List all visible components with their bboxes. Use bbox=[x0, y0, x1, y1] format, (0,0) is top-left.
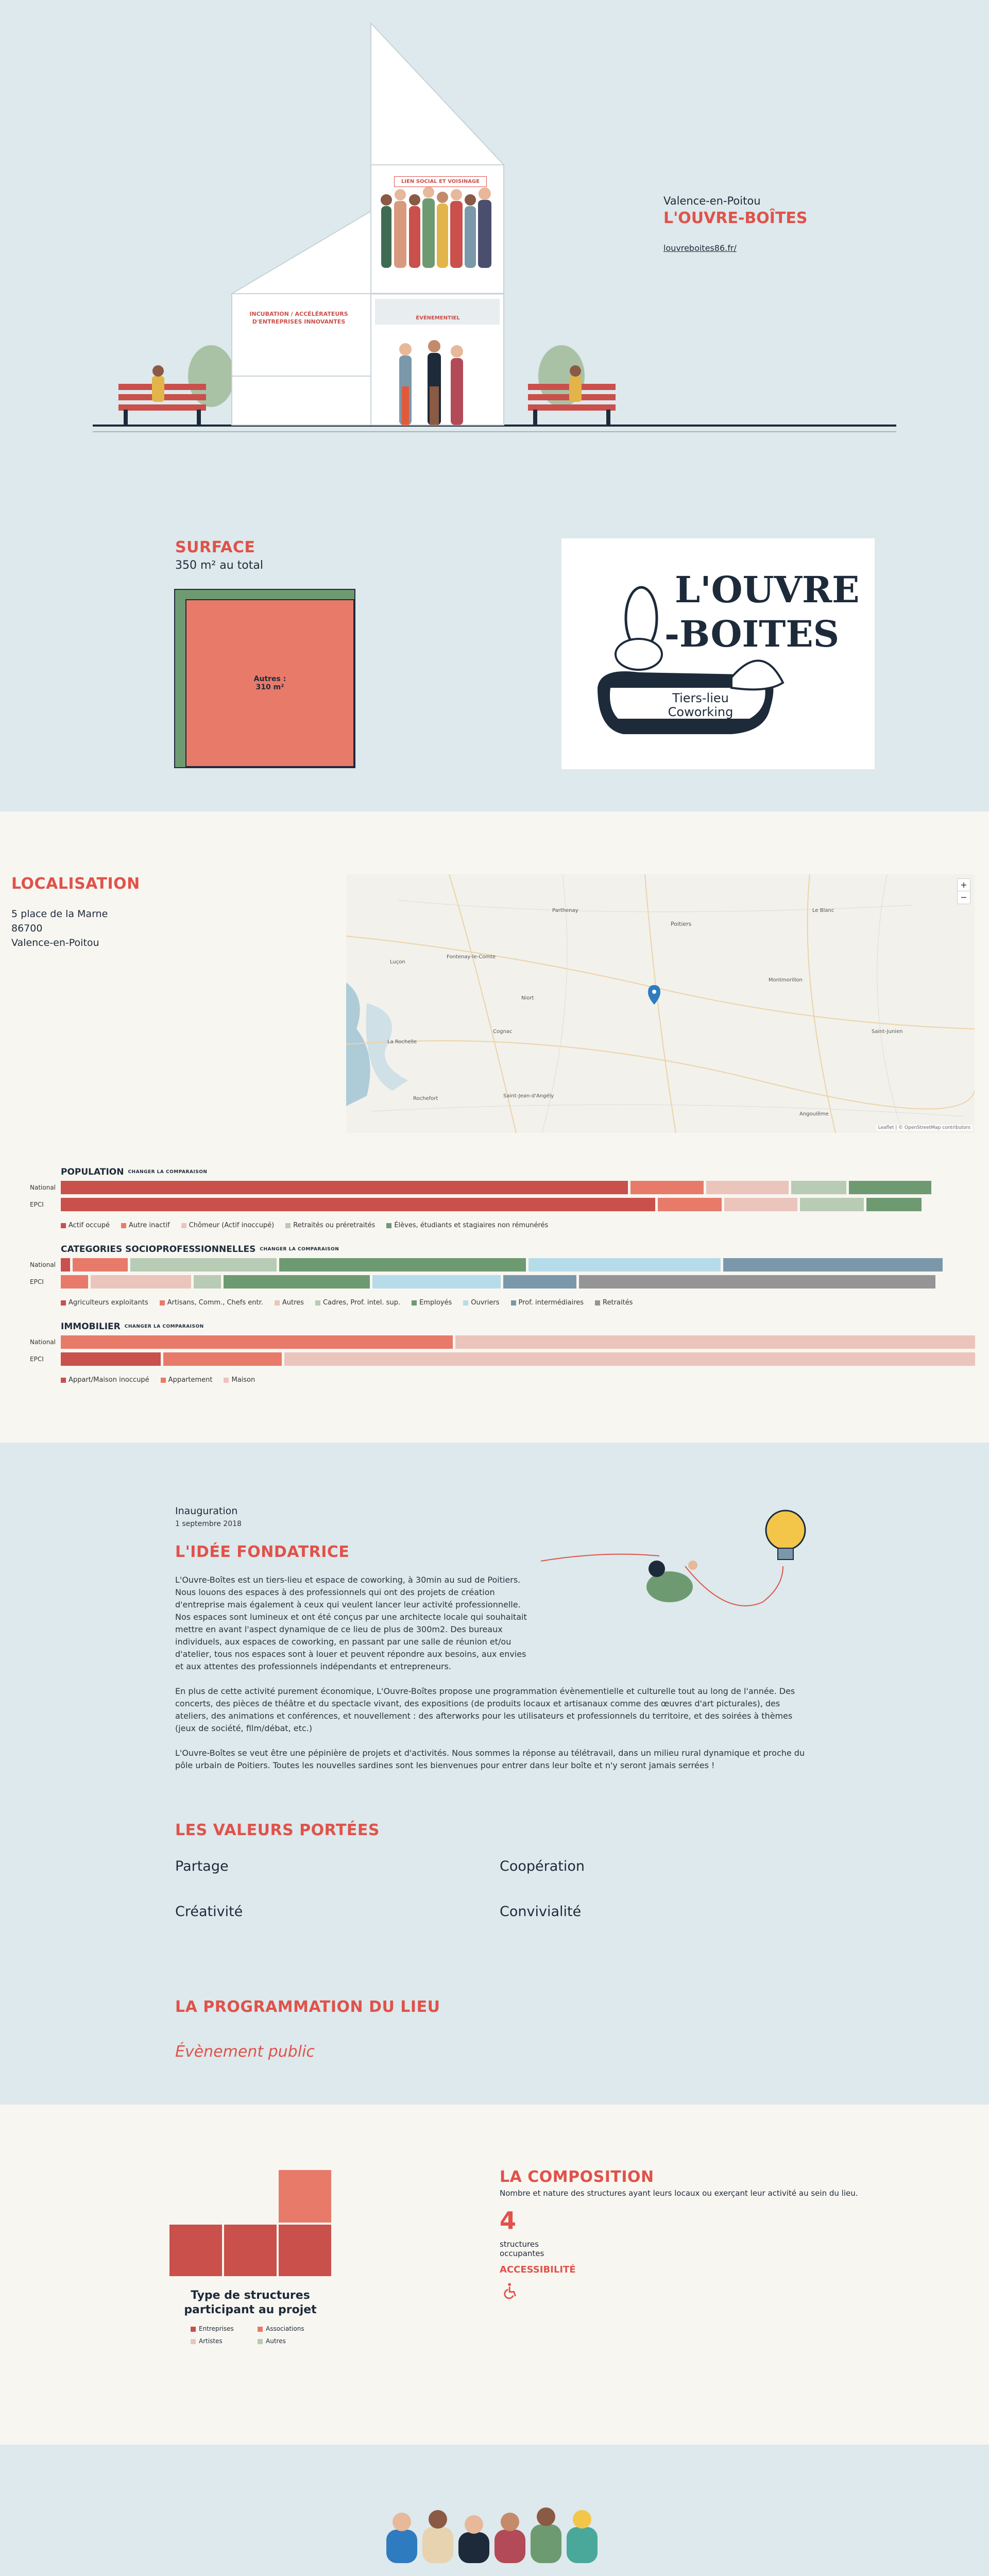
legend-item bbox=[160, 1299, 263, 1307]
hero-name: L'OUVRE-BOÎTES bbox=[663, 209, 808, 227]
logo-card bbox=[561, 538, 875, 769]
stats-bar-segment[interactable] bbox=[658, 1198, 722, 1211]
stats-bar-national bbox=[61, 1181, 978, 1194]
stats-bar-segment[interactable] bbox=[163, 1352, 282, 1366]
legend-label: Autres bbox=[282, 1299, 304, 1307]
stats-bar-segment[interactable] bbox=[849, 1181, 931, 1194]
programmation-title: LA PROGRAMMATION DU LIEU bbox=[175, 1998, 440, 2016]
stats-block bbox=[0, 1167, 989, 1394]
people-illustration bbox=[381, 2506, 613, 2563]
legend-swatch bbox=[275, 1300, 280, 1306]
legend-label: Autres bbox=[266, 2337, 286, 2345]
legend-swatch bbox=[386, 1223, 391, 1228]
map-label-le-blanc: Le Blanc bbox=[812, 908, 834, 913]
legend-swatch bbox=[191, 2327, 196, 2332]
composition-subtitle: Nombre et nature des structures ayant leurs locaux ou exerçant leur activité au sein du lieu. bbox=[500, 2189, 858, 2198]
legend-label: Agriculteurs exploitants bbox=[69, 1299, 148, 1307]
legend-item bbox=[595, 1299, 633, 1307]
stats-bar-segment[interactable] bbox=[91, 1275, 191, 1289]
legend-item bbox=[61, 1222, 110, 1229]
legend-label: Artistes bbox=[199, 2337, 223, 2345]
legend-swatch bbox=[224, 1378, 229, 1383]
logo-tag-1: Tiers-lieu bbox=[672, 691, 729, 705]
stats-bar-segment[interactable] bbox=[791, 1181, 846, 1194]
stats-legend bbox=[61, 1376, 255, 1384]
legend-swatch bbox=[258, 2339, 263, 2344]
legend-label: Associations bbox=[266, 2325, 304, 2332]
map-label-parthenay: Parthenay bbox=[552, 908, 578, 913]
stats-bar-segment[interactable] bbox=[866, 1198, 922, 1211]
stats-bar-segment[interactable] bbox=[528, 1258, 721, 1272]
structure-chart-title-2: participant au projet bbox=[184, 2303, 317, 2316]
surface-total: 350 m² au total bbox=[175, 559, 263, 572]
stats-bar-segment[interactable] bbox=[224, 1275, 370, 1289]
stats-bar-segment[interactable] bbox=[130, 1258, 277, 1272]
map-label-saint-junien: Saint-Junien bbox=[872, 1029, 903, 1035]
legend-swatch bbox=[595, 1300, 600, 1306]
surface-chart bbox=[174, 589, 355, 768]
legend-label: Actif occupé bbox=[69, 1222, 110, 1229]
idea-section bbox=[0, 1443, 989, 2105]
stats-bar-epci bbox=[61, 1198, 978, 1211]
map-zoom-controls bbox=[957, 878, 970, 904]
stats-bar-segment[interactable] bbox=[630, 1181, 704, 1194]
waffle-cell bbox=[278, 2169, 332, 2224]
building-illustration bbox=[88, 15, 907, 443]
idea-paragraph-3: L'Ouvre-Boîtes se veut être une pépinière de projets et d'activités. Nous sommes la réponse au télétravail, dans un milieu rural dynamique et proche du pôle urbain de Poitiers. Toutes les nouvelles sardines sont les bienvenues pour entrer dans leur boîte et n'y seront jamais serrées ! bbox=[175, 1748, 805, 1770]
legend-swatch bbox=[315, 1300, 320, 1306]
legend-swatch bbox=[61, 1223, 66, 1228]
stats-legend bbox=[61, 1299, 633, 1307]
change-comparison-button[interactable]: CHANGER LA COMPARAISON bbox=[260, 1247, 339, 1252]
value-creativite: Créativité bbox=[175, 1904, 243, 1920]
accessibility-title: ACCESSIBILITÉ bbox=[500, 2264, 576, 2275]
legend-label: Chômeur (Actif inoccupé) bbox=[189, 1222, 275, 1229]
stats-bar-epci bbox=[61, 1275, 978, 1289]
legend-item bbox=[285, 1222, 375, 1229]
stats-group-title-text: POPULATION bbox=[61, 1167, 124, 1177]
legend-swatch bbox=[181, 1223, 186, 1228]
idea-text bbox=[175, 1574, 809, 1772]
legend-label: Ouvriers bbox=[471, 1299, 500, 1307]
legend-item bbox=[412, 1299, 452, 1307]
idea-paragraph-2: En plus de cette activité purement économique, L'Ouvre-Boîtes propose une programmation évènementielle et culturelle tout au long de l'année. Des concerts, des pièces de théâtre et du spectacle vivant, des expositions (de produits locaux et artisanaux comme des œuvres d'art picturales), des ateliers, des animations et conférences, et nouvellement : des afterworks pour les utilisateurs et professionnels du territoire, et des soirées à thèmes (jeux de société, film/débat, etc.) bbox=[175, 1686, 795, 1733]
map-label-poitiers: Poitiers bbox=[671, 921, 692, 927]
legend-item bbox=[191, 2337, 258, 2345]
legend-swatch bbox=[160, 1300, 165, 1306]
acteurs-section bbox=[0, 2445, 989, 2576]
legend-swatch bbox=[463, 1300, 468, 1306]
map[interactable] bbox=[346, 874, 975, 1133]
stats-bar-segment[interactable] bbox=[503, 1275, 576, 1289]
label-event: ÉVÉNEMENTIEL bbox=[416, 315, 460, 321]
waffle-cell bbox=[223, 2224, 278, 2277]
legend-label: Élèves, étudiants et stagiaires non rémunérés bbox=[394, 1222, 549, 1229]
localisation-title: LOCALISATION bbox=[11, 875, 140, 893]
stats-row-label: National bbox=[30, 1184, 56, 1191]
localisation-section bbox=[0, 811, 989, 1443]
legend-item bbox=[463, 1299, 499, 1307]
idea-paragraph-1: L'Ouvre-Boîtes est un tiers-lieu et espace de coworking, à 30min au sud de Poitiers. Nous louons des espaces à des professionnels qui ont des projets de création d'entreprise mais également à ceux qui veulent lancer leur activité professionnelle. Nos espaces sont lumineux et ont été conçus par une architecte locale qui souhaitait mettre en avant l'aspect dynamique de ce lieu de plus de 300m2. Des bureaux individuels, aux espaces de coworking, en passant par une salle de réunion et/ou d'atelier, tous nos espaces sont à louer et peuvent répondre aux besoins, aux envies et aux attentes des professionnels indépendants et entrepreneurs. bbox=[175, 1575, 527, 1671]
legend-swatch bbox=[61, 1378, 66, 1383]
map-label-angouleme: Angoulême bbox=[799, 1111, 829, 1117]
stats-legend bbox=[61, 1222, 548, 1229]
legend-label: Appartement bbox=[168, 1376, 213, 1384]
stats-group bbox=[0, 1167, 989, 1239]
legend-item bbox=[61, 1299, 148, 1307]
value-cooperation: Coopération bbox=[500, 1858, 585, 1874]
stats-group-title bbox=[61, 1244, 339, 1255]
stats-bar-segment[interactable] bbox=[706, 1181, 789, 1194]
stats-group bbox=[0, 1244, 989, 1316]
structure-count-label-1: structures bbox=[500, 2240, 539, 2249]
legend-label: Retraités ou préretraités bbox=[293, 1222, 376, 1229]
legend-swatch bbox=[511, 1300, 516, 1306]
stats-row-label: National bbox=[30, 1261, 56, 1268]
stats-row-label: EPCI bbox=[30, 1355, 44, 1363]
legend-item bbox=[224, 1376, 255, 1384]
surface-block-label: Autres : bbox=[253, 675, 286, 683]
legend-label: Employés bbox=[419, 1299, 452, 1307]
map-canvas bbox=[346, 874, 975, 1133]
stats-bar-national bbox=[61, 1335, 978, 1349]
stats-bar-segment[interactable] bbox=[724, 1198, 797, 1211]
map-label-montmorillon: Montmorillon bbox=[769, 977, 803, 983]
structure-legend bbox=[191, 2325, 325, 2345]
map-label-saint-jean: Saint-Jean-d'Angély bbox=[503, 1093, 554, 1099]
structure-count-label-2: occupantes bbox=[500, 2249, 544, 2258]
stats-group-title bbox=[61, 1321, 204, 1332]
stats-bar-segment[interactable] bbox=[455, 1335, 975, 1349]
stats-bar-segment[interactable] bbox=[61, 1258, 70, 1272]
stats-bar-segment[interactable] bbox=[61, 1181, 628, 1194]
legend-item bbox=[61, 1376, 149, 1384]
stats-bar-segment[interactable] bbox=[194, 1275, 221, 1289]
map-marker bbox=[648, 985, 660, 1005]
legend-label: Retraités bbox=[603, 1299, 633, 1307]
legend-item bbox=[275, 1299, 304, 1307]
legend-item bbox=[181, 1222, 275, 1229]
legend-swatch bbox=[258, 2327, 263, 2332]
map-label-rochefort: Rochefort bbox=[413, 1096, 438, 1101]
legend-label: Prof. intermédiaires bbox=[518, 1299, 584, 1307]
stats-group-title bbox=[61, 1167, 207, 1177]
legend-label: Autre inactif bbox=[128, 1222, 170, 1229]
legend-swatch bbox=[61, 1300, 66, 1306]
structure-count-label bbox=[500, 2240, 544, 2258]
stats-bar-segment[interactable] bbox=[61, 1275, 88, 1289]
label-incubation: INCUBATION / ACCÉLÉRATEURS D'ENTREPRISES INNOVANTES bbox=[249, 311, 348, 325]
value-partage: Partage bbox=[175, 1858, 229, 1874]
structure-chart-title bbox=[168, 2289, 332, 2317]
hero-section bbox=[0, 0, 989, 495]
legend-swatch bbox=[121, 1223, 126, 1228]
logo-line-1: L'OUVRE bbox=[675, 568, 860, 611]
stats-bar-segment[interactable] bbox=[800, 1198, 864, 1211]
hero-city: Valence-en-Poitou bbox=[663, 195, 761, 207]
address-postcode: 86700 bbox=[11, 923, 43, 934]
legend-item bbox=[511, 1299, 584, 1307]
stats-group-title-text: IMMOBILIER bbox=[61, 1321, 121, 1332]
address-city: Valence-en-Poitou bbox=[11, 937, 99, 948]
map-label-fontenay: Fontenay-le-Comte bbox=[447, 954, 496, 960]
composition-title: LA COMPOSITION bbox=[500, 2168, 654, 2186]
stats-group-title-text: CATEGORIES SOCIOPROFESSIONNELLES bbox=[61, 1244, 256, 1255]
legend-item bbox=[315, 1299, 400, 1307]
stats-bar-segment[interactable] bbox=[61, 1335, 453, 1349]
address-block bbox=[11, 907, 108, 950]
legend-swatch bbox=[161, 1378, 166, 1383]
legend-item bbox=[386, 1222, 548, 1229]
inauguration-date: 1 septembre 2018 bbox=[175, 1520, 242, 1528]
legend-label: Entreprises bbox=[199, 2325, 234, 2332]
address-street: 5 place de la Marne bbox=[11, 908, 108, 920]
stats-bar-national bbox=[61, 1258, 978, 1272]
values-title: LES VALEURS PORTÉES bbox=[175, 1821, 380, 1839]
zoom-out-button[interactable]: − bbox=[960, 892, 967, 902]
stats-group bbox=[0, 1321, 989, 1394]
legend-item bbox=[191, 2325, 258, 2332]
stats-bar-segment[interactable] bbox=[279, 1258, 526, 1272]
map-label-cognac: Cognac bbox=[493, 1029, 513, 1035]
surface-title: SURFACE bbox=[175, 538, 255, 556]
legend-swatch bbox=[285, 1223, 291, 1228]
label-social: LIEN SOCIAL ET VOISINAGE bbox=[394, 176, 487, 187]
legend-label: Cadres, Prof. intel. sup. bbox=[322, 1299, 401, 1307]
surface-section bbox=[0, 495, 989, 811]
change-comparison-button[interactable]: CHANGER LA COMPARAISON bbox=[124, 1324, 204, 1329]
surface-block-autres bbox=[185, 599, 354, 767]
stats-bar-segment[interactable] bbox=[579, 1275, 935, 1289]
map-label-lucon: Luçon bbox=[390, 959, 405, 965]
legend-item bbox=[258, 2325, 325, 2332]
wheelchair-icon bbox=[502, 2282, 520, 2300]
legend-item bbox=[121, 1222, 170, 1229]
value-convivialite: Convivialité bbox=[500, 1904, 582, 1920]
logo-tag-2: Coworking bbox=[668, 705, 734, 719]
legend-item bbox=[258, 2337, 325, 2345]
waffle-cell bbox=[278, 2224, 332, 2277]
stats-bar-segment[interactable] bbox=[723, 1258, 943, 1272]
stats-row-label: EPCI bbox=[30, 1278, 44, 1285]
change-comparison-button[interactable]: CHANGER LA COMPARAISON bbox=[128, 1170, 208, 1175]
idea-title: L'IDÉE FONDATRICE bbox=[175, 1543, 350, 1561]
legend-label: Appart/Maison inoccupé bbox=[69, 1376, 149, 1384]
ouvre-boites-logo bbox=[561, 538, 875, 769]
logo-line-2: -BOITES bbox=[664, 613, 840, 655]
hero-website-link[interactable]: louvreboites86.fr/ bbox=[663, 243, 737, 253]
legend-item bbox=[161, 1376, 213, 1384]
stats-bar-segment[interactable] bbox=[61, 1352, 161, 1366]
stats-bar-epci bbox=[61, 1352, 978, 1366]
map-label-niort: Niort bbox=[521, 995, 534, 1001]
composition-section bbox=[0, 2105, 989, 2445]
stats-bar-segment[interactable] bbox=[372, 1275, 501, 1289]
structure-chart-title-1: Type de structures bbox=[191, 2289, 310, 2302]
legend-swatch bbox=[412, 1300, 417, 1306]
programmation-item: Évènement public bbox=[175, 2043, 315, 2061]
structure-waffle bbox=[168, 2169, 332, 2277]
zoom-in-button[interactable]: + bbox=[958, 879, 970, 891]
stats-bar-segment[interactable] bbox=[73, 1258, 128, 1272]
stats-row-label: EPCI bbox=[30, 1201, 44, 1208]
structure-count: 4 bbox=[500, 2207, 517, 2234]
inauguration-label: Inauguration bbox=[175, 1505, 238, 1517]
map-attribution[interactable]: Leaflet | © OpenStreetMap contributors bbox=[876, 1125, 973, 1131]
legend-label: Maison bbox=[231, 1376, 255, 1384]
map-label-la-rochelle: La Rochelle bbox=[387, 1039, 417, 1045]
surface-block-value: 310 m² bbox=[255, 683, 284, 691]
waffle-cell bbox=[168, 2224, 223, 2277]
legend-label: Artisans, Comm., Chefs entr. bbox=[167, 1299, 263, 1307]
legend-swatch bbox=[191, 2339, 196, 2344]
stats-bar-segment[interactable] bbox=[284, 1352, 975, 1366]
stats-bar-segment[interactable] bbox=[61, 1198, 655, 1211]
stats-row-label: National bbox=[30, 1338, 56, 1346]
